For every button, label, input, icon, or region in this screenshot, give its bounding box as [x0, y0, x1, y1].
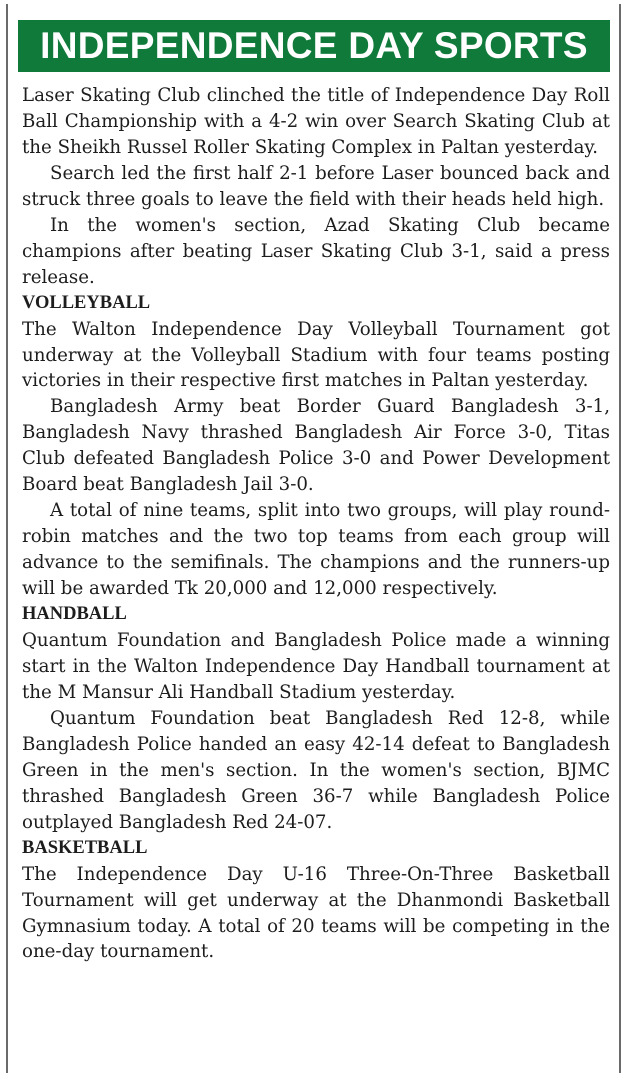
volleyball-paragraph-1: The Walton Independence Day Volleyball Tournament got underway at the Volleyball Stadium with four teams posting victories in their respective first matches in Paltan yesterday.: [22, 318, 610, 392]
volleyball-heading: VOLLEYBALL: [22, 292, 151, 313]
intro-paragraph-3: In the women's section, Azad Skating Club became champions after beating Laser Skating Club 3-1, said a press release.: [22, 214, 610, 288]
handball-paragraph-1: Quantum Foundation and Bangladesh Police made a winning start in the Walton Independence Day Handball tournament at the M Mansur Ali Handball Stadium yesterday.: [22, 630, 610, 703]
volleyball-paragraph-3: A total of nine teams, split into two groups, will play round-robin matches and the two top teams from each group will advance to the semifinals. The champions and the runners-up will be awarded Tk 20,000 and 12,000 respectively.: [22, 500, 610, 600]
headline-banner: [18, 20, 610, 72]
intro-paragraph-2: Search led the first half 2-1 before Laser bounced back and struck three goals to leave the field with their heads held high.: [22, 162, 610, 210]
handball-heading: HANDBALL: [22, 604, 127, 625]
basketball-heading: BASKETBALL: [22, 837, 148, 858]
volleyball-paragraph-2: Bangladesh Army beat Border Guard Bangladesh 3-1, Bangladesh Navy thrashed Bangladesh Air Force 3-0, Titas Club defeated Bangladesh Police 3-0 and Power Development Board beat Bangladesh Jail 3-0.: [22, 396, 610, 496]
basketball-paragraph-1: The Independence Day U-16 Three-On-Three Basketball Tournament will get underway at the Dhanmondi Basketball Gymnasium today. A total of 20 teams will be competing in the one-day tournament.: [22, 863, 610, 963]
article-body: [22, 83, 610, 965]
handball-paragraph-2: Quantum Foundation beat Bangladesh Red 12-8, while Bangladesh Police handed an easy 42-14 defeat to Bangladesh Green in the men's section. In the women's section, BJMC thrashed Bangladesh Green 36-7 while Bangladesh Police outplayed Bangladesh Red 24-07.: [22, 707, 610, 833]
intro-paragraph-1: Laser Skating Club clinched the title of Independence Day Roll Ball Championship with a 4-2 win over Search Skating Club at the Sheikh Russel Roller Skating Complex in Paltan yesterday.: [22, 85, 610, 158]
headline: INDEPENDENCE DAY SPORTS: [40, 25, 588, 66]
